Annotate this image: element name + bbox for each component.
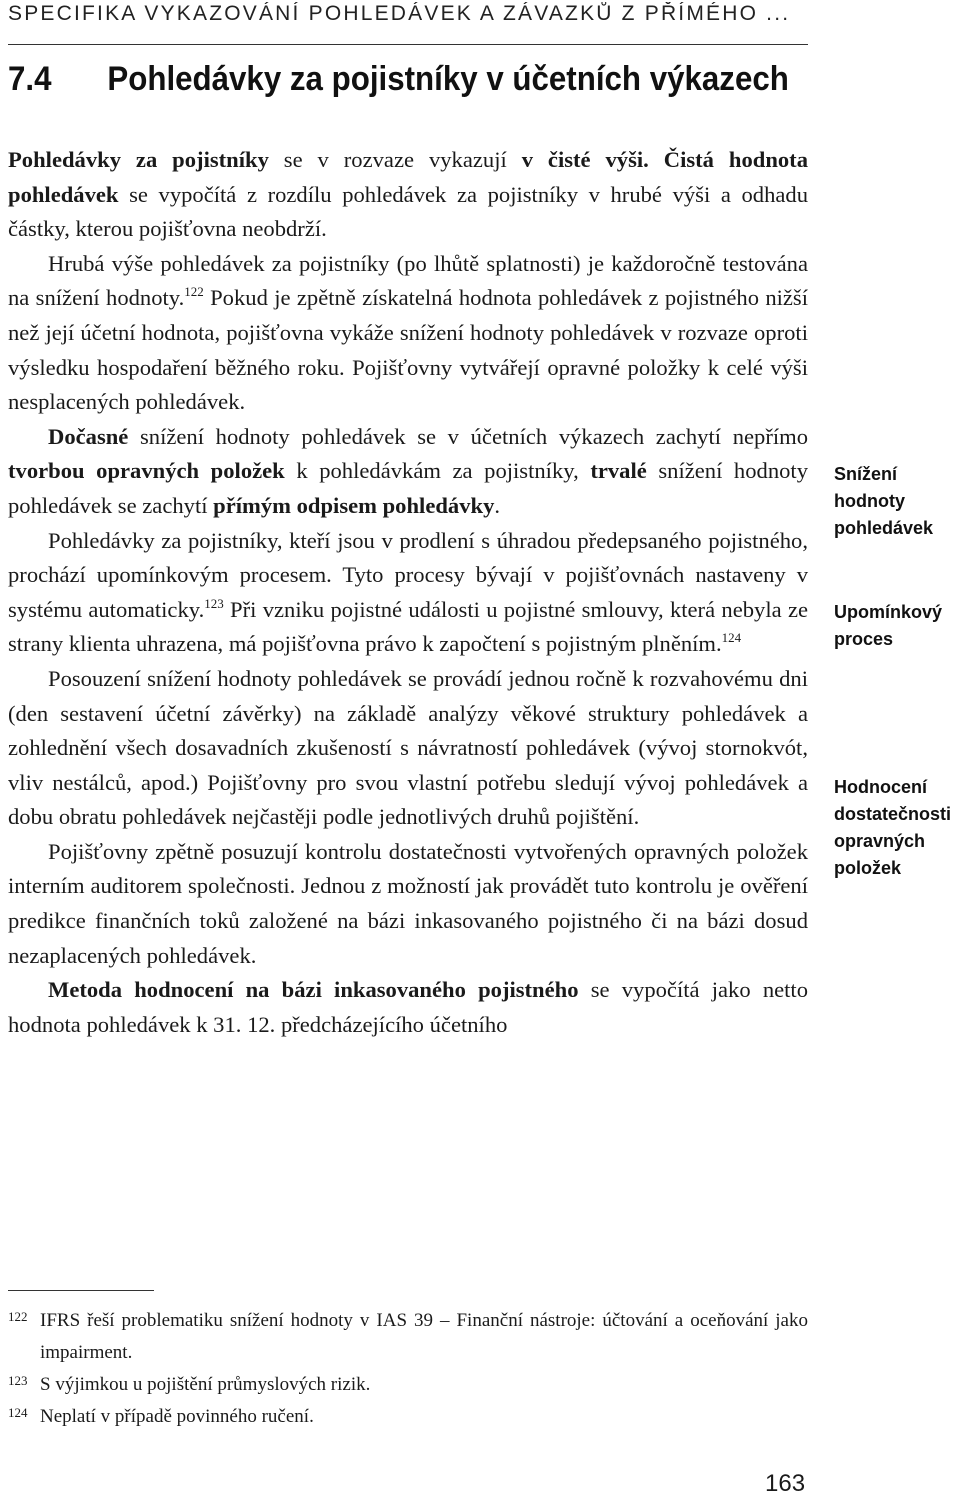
paragraph (8, 662, 808, 835)
emphasis-text: Dočasné (48, 423, 129, 449)
text-run: k pohledávkám za pojistníky, (284, 458, 591, 484)
margin-note-reminder-process (834, 599, 960, 653)
text-run: Pokud je zpětně získatelná hodnota pohledávek z pojistného nižší než její účetní hodnota, pojišťovna vykáže snížení hodnoty pohledávek v rozvaze oproti výsledku hospodaření běžného roku. Pojišťovny vytvářejí opravné položky k celé výši nesplacených pohledávek. (8, 285, 809, 415)
text-run: Při vzniku pojistné události u pojistné smlouvy, která nebyla ze strany klienta uhrazena, má pojišťovna právo k započtení s pojistným plněním. (8, 596, 809, 657)
footnote-divider (8, 1290, 154, 1291)
emphasis-text: v čisté výši. (521, 147, 649, 172)
margin-note-line: hodnoty (834, 491, 905, 511)
text-run: Pojišťovny zpětně posuzují kontrolu dostatečnosti vytvořených opravných položek interním auditorem společnosti. Jednou z možností jak provádět tuto kontrolu je ověření predikce finančních toků založené na bázi inkasovaného pojistného či na bázi dosud nezaplacených pohledávek. (8, 838, 808, 968)
emphasis-text: Pohledávky za pojistníky (8, 147, 269, 172)
footnote-text: Neplatí v případě povinného ručení. (40, 1406, 314, 1427)
section-heading (8, 60, 789, 99)
emphasis-text: Metoda hodnocení na bázi inkasovaného pojistného (48, 977, 579, 1003)
footnote-number: 122 (8, 1309, 28, 1324)
margin-note-impairment (834, 461, 960, 542)
paragraph (8, 524, 808, 662)
text-run (649, 147, 664, 172)
text-run: Hrubá výše pohledávek za pojistníky (po lhůtě splatnosti) je každoročně testována na snížení hodnoty. (8, 250, 808, 311)
footnote (8, 1305, 808, 1369)
text-run: se vypočítá jako netto hodnota pohledávek k 31. 12. předcházejícího účetního (8, 977, 808, 1037)
running-header: SPECIFIKA VYKAZOVÁNÍ POHLEDÁVEK A ZÁVAZKŮ Z PŘÍMÉHO ... (8, 2, 791, 25)
margin-note-line: opravných (834, 831, 926, 851)
footnote-text: IFRS řeší problematiku snížení hodnoty v IAS 39 – Finanční nástroje: účtování a oceňování jako impairment. (40, 1310, 808, 1363)
footnote-number: 124 (8, 1405, 28, 1420)
footnote-text: S výjimkou u pojištění průmyslových rizik. (40, 1374, 371, 1395)
margin-note-line: Snížení (834, 464, 898, 484)
paragraph (8, 247, 808, 420)
emphasis-text: přímým odpisem pohledávky (213, 492, 495, 518)
footnote (8, 1369, 808, 1401)
emphasis-text: tvorbou opravných položek (8, 458, 285, 484)
margin-note-line: proces (834, 629, 894, 649)
emphasis-text: trvalé (590, 458, 647, 484)
margin-note-line: Upomínkový (834, 602, 943, 622)
margin-note-line: pohledávek (834, 518, 934, 538)
margin-note-adequacy-evaluation (834, 774, 960, 882)
page-number: 163 (765, 1470, 806, 1497)
text-run: Posouzení snížení hodnoty pohledávek se provádí jednou ročně k rozvahovému dni (den sestavení účetní závěrky) na základě analýzy věkové struktury pohledávek a zohlednění všech dosavadních zkušeností s návratností pohledávek (vývoj stornokvót, vliv nestálců, apod.) Pojišťovny pro svou vlastní potřebu sledují vývoj pohledávek a dobu obratu pohledávek nejčastěji podle jednotlivých druhů pojištění. (8, 665, 808, 830)
emphasis-text: Čistá hodnota pohledávek (8, 147, 808, 207)
text-run: snížení hodnoty pohledávek se v účetních výkazech zachytí nepřímo (128, 423, 808, 449)
footnote-reference: 124 (721, 630, 742, 646)
footnote-reference: 123 (204, 595, 224, 611)
paragraph (8, 973, 808, 1042)
header-divider (8, 44, 808, 45)
footnotes (8, 1305, 808, 1433)
section-title: Pohledávky za pojistníky v účetních výkazech (107, 60, 789, 98)
text-run: Pohledávky za pojistníky, kteří jsou v prodlení s úhradou předepsaného pojistného, prochází upomínkovým procesem. Tyto procesy bývají v pojišťovnách nastaveny v systému automaticky. (8, 527, 808, 622)
footnote-reference: 122 (184, 284, 204, 300)
margin-note-line: Hodnocení (834, 777, 927, 797)
paragraph (8, 835, 808, 973)
text-run: se vypočítá z rozdílu pohledávek za pojistníky v hrubé výši a odhadu částky, kterou pojišťovna neobdrží. (8, 181, 808, 242)
text-run: se v rozvaze vykazují (268, 147, 522, 172)
footnote-number: 123 (8, 1373, 28, 1388)
text-run: snížení hodnoty pohledávek se zachytí (8, 458, 808, 518)
paragraph (8, 143, 808, 247)
section-number: 7.4 (8, 60, 52, 98)
margin-note-line: dostatečnosti (834, 804, 952, 824)
footnote (8, 1401, 808, 1433)
paragraph (8, 420, 808, 524)
body-text (8, 143, 808, 1042)
margin-note-line: položek (834, 858, 902, 878)
text-run: . (494, 492, 501, 518)
